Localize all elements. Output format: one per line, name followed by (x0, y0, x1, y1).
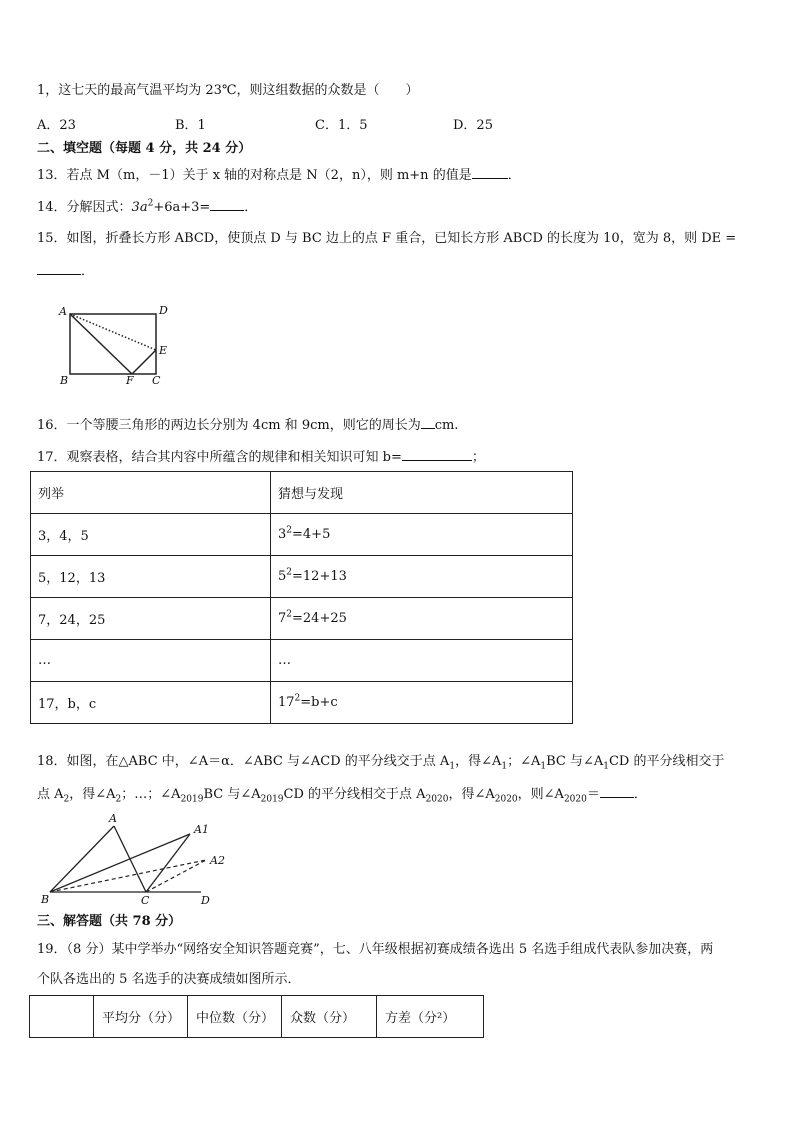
q18-p3: ；∠A (507, 754, 541, 769)
table-header-row (30, 996, 484, 1038)
guess-base: 7 (278, 611, 287, 626)
header-median: 中位数（分） (188, 996, 282, 1038)
q18-answer-blank (600, 785, 634, 798)
q1-option-b: B．1 (175, 118, 206, 133)
q18-sub: 2019 (180, 794, 204, 805)
label-b: B (60, 374, 69, 387)
cell-example: 7，24，25 (31, 598, 271, 640)
label-a2: A2 (210, 854, 225, 867)
section-heading-answer: 三、解答题（共 78 分） (37, 914, 182, 929)
q19-line1: 19．（8 分）某中学举办“网络安全知识答题竞赛”，七、八年级根据初赛成绩各选出 5 名选手组成代表队参加决赛，两 (37, 942, 714, 957)
q14-prefix: 14．分解因式： (37, 200, 132, 215)
q13-answer-blank (472, 166, 508, 179)
q17-end: ； (471, 450, 485, 465)
header-variance: 方差（分²） (377, 996, 484, 1038)
q18-line2 (37, 785, 647, 804)
guess-rest: =b+c (300, 695, 338, 710)
segment-ba1 (50, 834, 190, 892)
header-empty (30, 996, 94, 1038)
label-b: B (41, 893, 50, 906)
q18-line1 (37, 753, 725, 771)
cell-example: 3，4，5 (31, 514, 271, 556)
table-row (31, 514, 573, 556)
guess-exp: 2 (286, 525, 293, 536)
q18-q3: ；…；∠A (121, 787, 181, 802)
segment-ca2 (146, 860, 206, 892)
cell-example: 5，12，13 (31, 556, 271, 598)
guess-base: 3 (278, 527, 287, 542)
header-mean: 平均分（分） (94, 996, 188, 1038)
q1-option-a: A．23 (37, 118, 76, 133)
label-a: A (109, 812, 117, 825)
q15-answer-blank (37, 262, 81, 275)
segment-ba2 (50, 860, 206, 892)
q18-q2: ，得∠A (69, 787, 116, 802)
rect-abcd (70, 314, 156, 374)
q16-answer-blank (421, 416, 435, 429)
q18-p5: CD 的平分线相交于 (608, 754, 725, 769)
cell-guess (271, 514, 573, 556)
q17-text: 17．观察表格，结合其内容中所蕴含的规律和相关知识可知 b= (37, 450, 402, 465)
q18-sub: 2 (63, 794, 70, 805)
label-f: F (126, 374, 134, 387)
header-mode: 众数（分） (282, 996, 377, 1038)
q18-sub: 2020 (494, 794, 518, 805)
q14-expr-a: 3a (131, 200, 148, 215)
q15-line1: 15．如图，折叠长方形 ABCD，使顶点 D 与 BC 边上的点 F 重合，已知长方形 ABCD 的长度为 10，宽为 8，则 DE = (37, 231, 737, 246)
q18-q9: ． (633, 787, 647, 802)
q18-sub: 1 (540, 761, 547, 772)
q18-q1: 点 A (37, 787, 64, 802)
cell-guess (271, 640, 573, 682)
q18-sub: 2020 (563, 794, 587, 805)
q18-sub: 2019 (260, 794, 284, 805)
q1-option-c: C．1．5 (315, 118, 368, 133)
q16-unit: cm. (434, 418, 459, 433)
q17 (37, 448, 485, 467)
section-heading-fill-in: 二、填空题（每题 4 分，共 24 分） (37, 141, 252, 156)
table-header-row (31, 472, 573, 514)
q16 (37, 416, 458, 435)
cell-example: … (31, 640, 271, 682)
q13 (37, 166, 521, 185)
q18-sub: 1 (449, 761, 456, 772)
label-a: A (59, 305, 67, 318)
cell-example: 17，b，c (31, 682, 271, 724)
q14-answer-blank (210, 198, 244, 211)
label-a1: A1 (194, 823, 209, 836)
q19-stats-table (29, 995, 484, 1038)
q18-p4: BC 与∠A (546, 754, 604, 769)
label-c: C (152, 374, 161, 387)
guess-exp: 2 (286, 567, 293, 578)
q19-line2: 个队各选出的 5 名选手的决赛成绩如图所示． (37, 972, 301, 987)
q16-text: 16．一个等腰三角形的两边长分别为 4cm 和 9cm，则它的周长为 (37, 418, 421, 433)
q13-text: 13．若点 M（m，－1）关于 x 轴的对称点是 N（2，n），则 m+n 的值是 (37, 168, 472, 183)
guess-base: … (278, 653, 291, 668)
guess-rest: =4+5 (292, 527, 331, 542)
q1-option-d: D．25 (453, 118, 493, 133)
q18-p1: 18．如图，在△ABC 中，∠A＝α．∠ABC 与∠ACD 的平分线交于点 A (37, 754, 450, 769)
header-examples: 列举 (31, 472, 271, 514)
guess-rest: =24+25 (292, 611, 347, 626)
q1-stem: 1，这七天的最高气温平均为 23℃，则这组数据的众数是（ ） (37, 83, 419, 98)
guess-base: 17 (278, 695, 295, 710)
cell-guess (271, 682, 573, 724)
q18-triangle-figure (38, 812, 228, 908)
table-row (31, 598, 573, 640)
q18-sub: 1 (501, 761, 508, 772)
guess-exp: 2 (286, 609, 293, 620)
q13-end: ． (507, 168, 521, 183)
guess-rest: =12+13 (292, 569, 347, 584)
q18-sub: 2020 (425, 794, 449, 805)
label-d: D (201, 894, 210, 907)
label-d: D (159, 304, 168, 317)
q18-q5: CD 的平分线相交于点 A (283, 787, 426, 802)
q14 (37, 198, 257, 217)
q14-end: ． (244, 200, 258, 215)
q14-exponent: 2 (147, 198, 154, 209)
q15-end: ． (81, 264, 95, 279)
q14-expr-b: +6a+3= (153, 200, 211, 215)
cell-guess (271, 598, 573, 640)
fold-line-af (70, 314, 132, 374)
q17-pattern-table (30, 471, 573, 724)
q17-answer-blank (402, 448, 472, 461)
label-c: C (141, 894, 150, 907)
q15-line2 (37, 262, 94, 281)
table-row (31, 556, 573, 598)
q15-rectangle-figure (55, 300, 185, 390)
header-guess: 猜想与发现 (271, 472, 573, 514)
q18-q7: ，则∠A (517, 787, 564, 802)
guess-exp: 2 (294, 693, 301, 704)
q18-q8: ＝ (586, 787, 600, 802)
guess-base: 5 (278, 569, 287, 584)
q18-sub: 1 (603, 761, 609, 772)
q18-q4: BC 与∠A (203, 787, 261, 802)
cell-guess (271, 556, 573, 598)
table-row (31, 682, 573, 724)
table-row (31, 640, 573, 682)
fold-line-fe (132, 350, 156, 374)
segment-ba (50, 826, 114, 892)
q18-p2: ，得∠A (455, 754, 502, 769)
label-e: E (159, 344, 168, 357)
dotted-line-ae (70, 314, 156, 350)
q18-sub: 2 (115, 794, 122, 805)
q18-q6: ，得∠A (448, 787, 495, 802)
